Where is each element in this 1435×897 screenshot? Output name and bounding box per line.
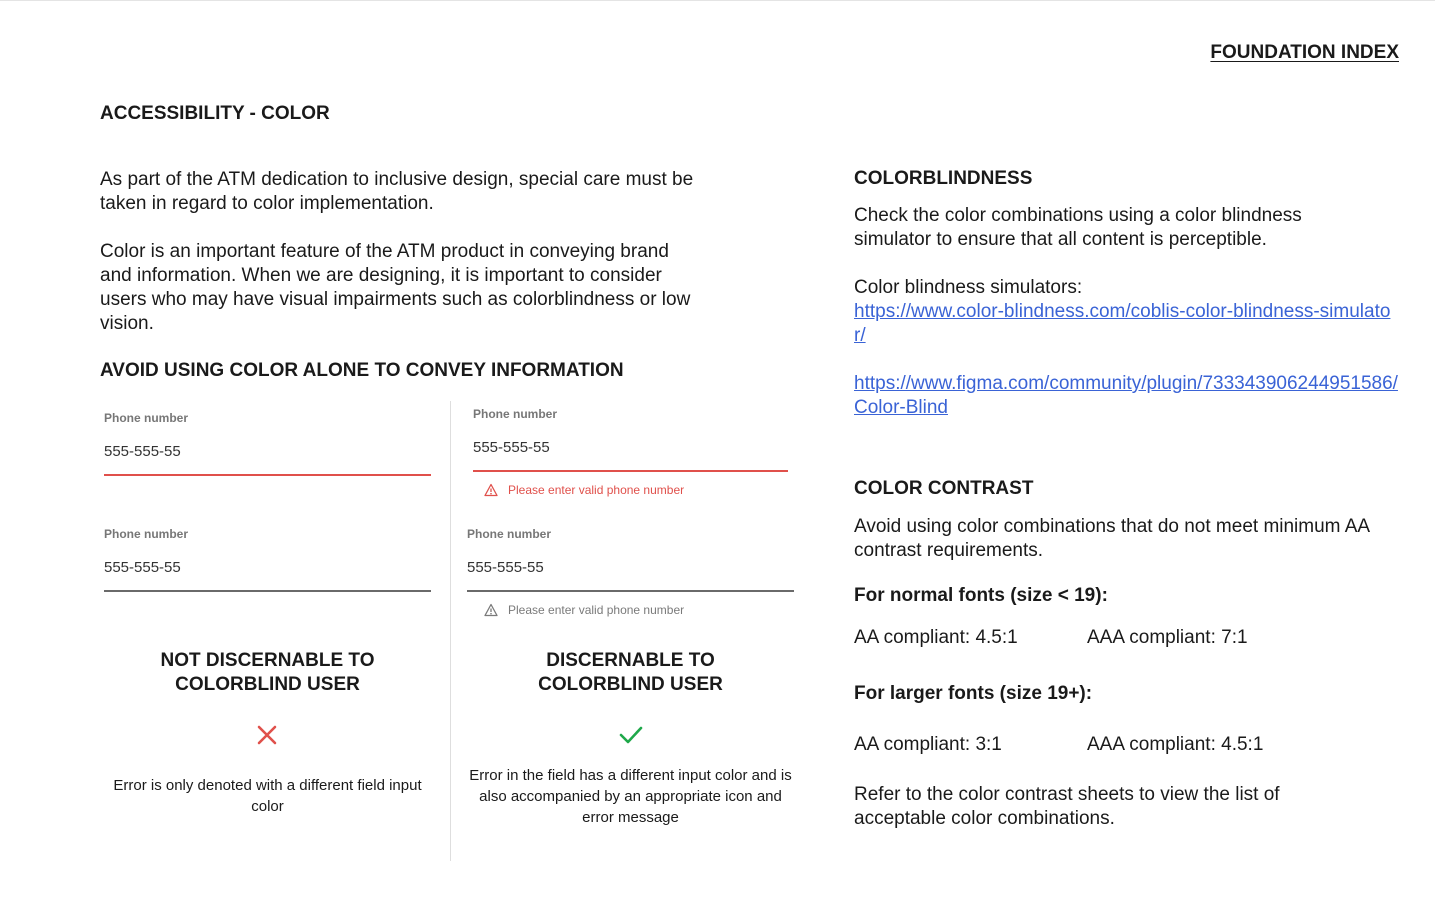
phone-field-underline-grey xyxy=(104,590,431,592)
checkmark-icon xyxy=(619,725,643,745)
bad-example-caption: Error is only denoted with a different field input color xyxy=(113,777,422,815)
large-aaa-value: AAA compliant: 4.5:1 xyxy=(1087,734,1264,755)
phone-field-input[interactable]: 555-555-55 xyxy=(104,559,181,576)
verdict-line: DISCERNABLE TO xyxy=(546,650,715,671)
page-title: ACCESSIBILITY - COLOR xyxy=(100,103,330,124)
phone-field-label: Phone number xyxy=(473,407,558,421)
phone-field-input-error[interactable]: 555-555-55 xyxy=(473,439,550,456)
foundation-index-link[interactable]: FOUNDATION INDEX xyxy=(1210,42,1399,63)
error-text: Please enter valid phone number xyxy=(508,603,685,617)
verdict-line: NOT DISCERNABLE TO xyxy=(160,650,375,671)
simulators-label: Color blindness simulators: xyxy=(854,277,1083,298)
colorblindness-heading: COLORBLINDNESS xyxy=(854,168,1033,189)
larger-fonts-heading: For larger fonts (size 19+): xyxy=(854,683,1093,704)
phone-field-input[interactable]: 555-555-55 xyxy=(467,559,544,576)
verdict-line: COLORBLIND USER xyxy=(538,674,723,695)
warning-triangle-icon xyxy=(484,483,498,497)
color-contrast-heading: COLOR CONTRAST xyxy=(854,478,1034,499)
color-contrast-body: Avoid using color combinations that do not meet minimum AA contrast requirements. xyxy=(854,516,1370,561)
verdict-line: COLORBLIND USER xyxy=(175,674,360,695)
normal-aa-value: AA compliant: 4.5:1 xyxy=(854,627,1018,648)
phone-field-underline-grey xyxy=(467,590,794,592)
phone-field-label: Phone number xyxy=(104,411,189,425)
contrast-footer-note: Refer to the color contrast sheets to view the list of acceptable color combinations. xyxy=(854,784,1280,829)
colorblindness-body: Check the color combinations using a color blindness simulator to ensure that all content is perceptible. xyxy=(854,205,1302,250)
error-message xyxy=(484,603,684,617)
intro-paragraph-2: Color is an important feature of the ATM product in conveying brand and information. When we are designing, it is important to consider users who may have visual impairments such as colorblindness or low vision. xyxy=(100,241,691,334)
simulator-link-figma[interactable]: https://www.figma.com/community/plugin/733343906244951586/Color-Blind xyxy=(854,373,1398,418)
large-aa-value: AA compliant: 3:1 xyxy=(854,734,1002,755)
column-divider xyxy=(450,401,451,861)
simulator-link-coblis[interactable]: https://www.color-blindness.com/coblis-color-blindness-simulator/ xyxy=(854,301,1391,346)
normal-fonts-heading: For normal fonts (size < 19): xyxy=(854,585,1108,606)
warning-triangle-icon xyxy=(484,603,498,617)
good-example-caption: Error in the field has a different input color and is also accompanied by an appropriate icon and error message xyxy=(469,767,792,826)
error-text: Please enter valid phone number xyxy=(508,483,685,497)
close-x-icon xyxy=(257,725,277,745)
good-example-verdict xyxy=(467,649,794,697)
phone-field-input-error[interactable]: 555-555-55 xyxy=(104,443,181,460)
phone-field-underline-red xyxy=(104,474,431,476)
avoid-section-heading: AVOID USING COLOR ALONE TO CONVEY INFORMATION xyxy=(100,360,624,381)
normal-aaa-value: AAA compliant: 7:1 xyxy=(1087,627,1248,648)
error-message xyxy=(484,483,684,497)
phone-field-underline-red xyxy=(473,470,788,472)
phone-field-label: Phone number xyxy=(104,527,189,541)
bad-example-verdict xyxy=(104,649,431,697)
intro-paragraph-1: As part of the ATM dedication to inclusive design, special care must be taken in regard to color implementation. xyxy=(100,169,694,214)
phone-field-label: Phone number xyxy=(467,527,552,541)
